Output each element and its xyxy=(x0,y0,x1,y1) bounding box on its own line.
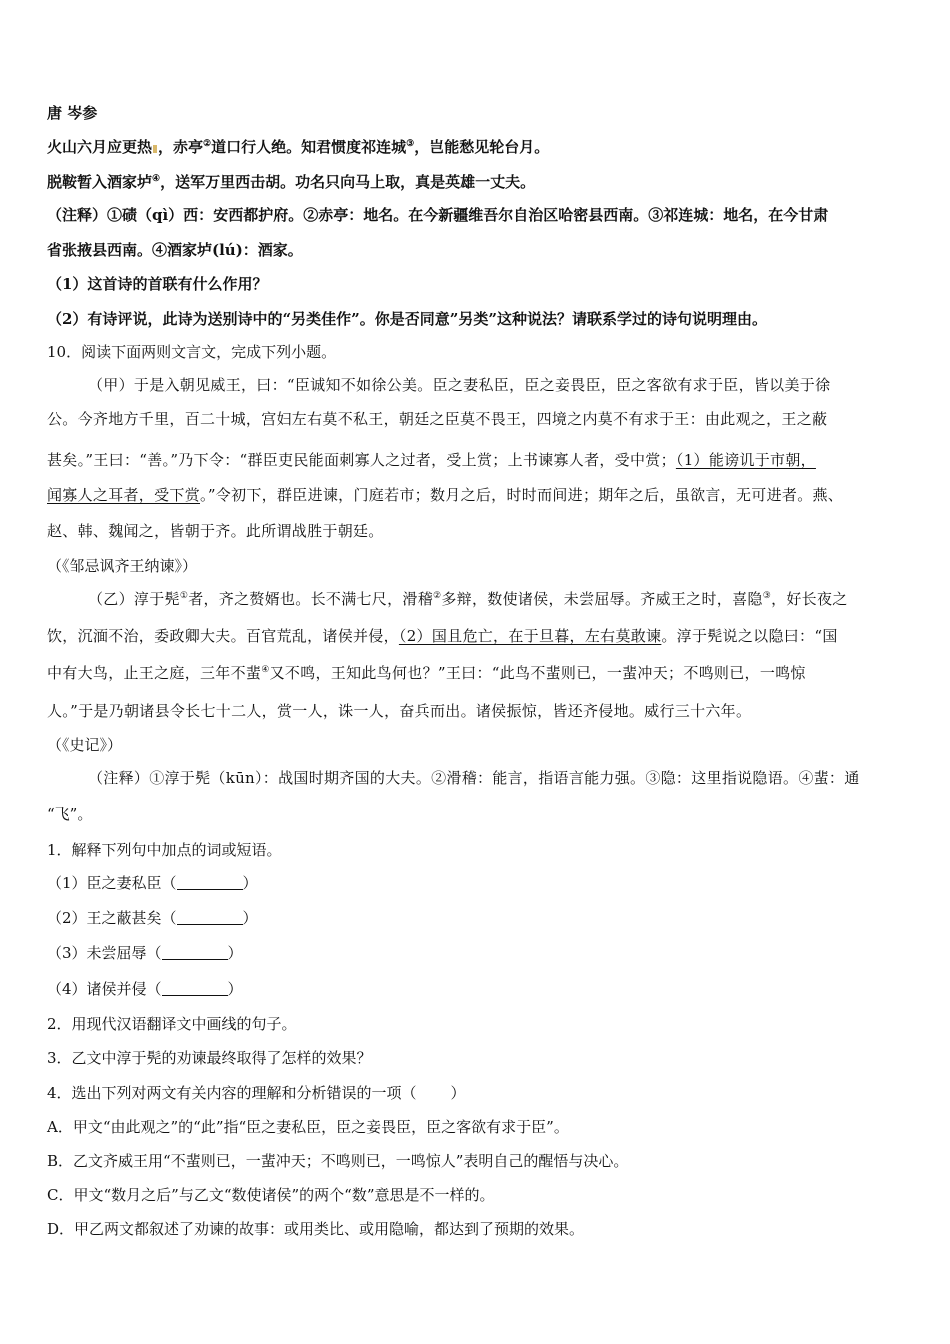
text: ，好长夜之 xyxy=(771,590,848,608)
text: 。淳于髡说之以隐曰：“国 xyxy=(661,627,838,645)
subquestion-3: 3．乙文中淳于髡的劝谏最终取得了怎样的效果？ xyxy=(47,1049,372,1067)
underlined-sentence: （2）国且危亡，在于旦暮，左右莫敢谏 xyxy=(398,627,662,645)
passage-yi-source: （《史记》） xyxy=(47,736,123,754)
text: ） xyxy=(242,874,258,892)
passage-jia-line: （甲）于是入朝见威王，曰：“臣诚知不如徐公美。臣之妻私臣，臣之妾畏臣，臣之客欲有求于臣，皆以美于徐 xyxy=(88,376,831,394)
option-b: B．乙文齐威王用“不蜚则已，一蜚冲天；不鸣则已，一鸣惊人”表明自己的醒悟与决心。 xyxy=(47,1152,629,1170)
poem-question-1: （1）这首诗的首联有什么作用？ xyxy=(47,275,268,293)
passage-jia-line xyxy=(47,485,843,505)
text: 者，齐之赘婿也。长不满七尺，滑稽 xyxy=(188,590,433,608)
highlight-mark xyxy=(153,145,157,153)
text: 。”令初下，群臣进谏，门庭若市；数月之后，时时而间进；期年之后，虽欲言，无可进者。燕、 xyxy=(200,486,844,504)
subquestion-2: 2．用现代汉语翻译文中画线的句子。 xyxy=(47,1015,297,1033)
footnote-mark: ② xyxy=(433,591,442,601)
text: （3）未尝屈辱（ xyxy=(47,944,162,962)
passage-note-line: “飞”。 xyxy=(47,805,93,823)
passage-yi-line xyxy=(47,663,806,683)
option-d: D．甲乙两文都叙述了劝谏的故事：或用类比、或用隐喻，都达到了预期的效果。 xyxy=(47,1220,585,1238)
text: ） xyxy=(227,980,243,998)
passage-note-line: （注释）①淳于髡（kūn）：战国时期齐国的大夫。②滑稽：能言，指语言能力强。③隐：这里指说隐语。④蜚：通 xyxy=(88,769,860,787)
poem-line-1 xyxy=(47,137,549,157)
text: 火山六月应更热 xyxy=(47,138,153,156)
text: 道口行人绝。知君惯度祁连城 xyxy=(211,138,407,156)
footnote-mark: ② xyxy=(203,139,212,149)
answer-blank[interactable] xyxy=(177,875,243,890)
option-c: C．甲文“数月之后”与乙文“数使诸侯”的两个“数”意思是不一样的。 xyxy=(47,1186,495,1204)
text: 饮，沉湎不治，委政卿大夫。百官荒乱，诸侯并侵， xyxy=(47,627,399,645)
passage-jia-line: 赵、韩、魏闻之，皆朝于齐。此所谓战胜于朝廷。 xyxy=(47,522,384,540)
footnote-mark: ④ xyxy=(261,665,270,675)
text: 甚矣。”王曰：“善。”乃下令：“群臣吏民能面刺寡人之过者，受上赏；上书谏寡人者，受中赏； xyxy=(47,451,676,469)
passage-yi-line xyxy=(88,589,848,609)
answer-blank[interactable] xyxy=(162,945,228,960)
q10-header: 10．阅读下面两则文言文，完成下列小题。 xyxy=(47,343,337,361)
subquestion-4 xyxy=(47,1083,466,1103)
text: ） xyxy=(242,909,258,927)
text: （4）诸侯并侵（ xyxy=(47,980,162,998)
footnote-mark: ① xyxy=(179,591,189,601)
subquestion-1-item xyxy=(47,873,258,893)
poem-question-2: （2）有诗评说，此诗为送别诗中的“另类佳作”。你是否同意”另类”这种说法？请联系学过的诗句说明理由。 xyxy=(47,310,767,328)
poem-note-2: 省张掖县西南。④酒家垆(lú)：酒家。 xyxy=(47,241,303,259)
subquestion-1-item xyxy=(47,908,258,928)
option-a: A．甲文“由此观之”的“此”指“臣之妻私臣，臣之妾畏臣，臣之客欲有求于臣”。 xyxy=(47,1118,569,1136)
text: ） xyxy=(227,944,243,962)
subquestion-1: 1．解释下列句中加点的词或短语。 xyxy=(47,841,282,859)
text: 4．选出下列对两文有关内容的理解和分析错误的一项（ xyxy=(47,1084,417,1102)
text: 中有大鸟，止王之庭，三年不蜚 xyxy=(47,664,262,682)
underlined-sentence: 闻寡人之耳者，受下赏 xyxy=(47,486,201,504)
poem-note-1: （注释）①碛（qì）西：安西都护府。②赤亭：地名。在今新疆维吾尔自治区哈密县西南。③祁连城：地名，在今甘肃 xyxy=(47,206,829,224)
subquestion-1-item xyxy=(47,979,243,999)
passage-jia-source: （《邹忌讽齐王纳谏》） xyxy=(47,557,198,575)
text: （乙）淳于髡 xyxy=(88,590,180,608)
text: 又不鸣，王知此鸟何也？”王曰：“此鸟不蜚则已，一蜚冲天；不鸣则已，一鸣惊 xyxy=(269,664,806,682)
text: ，岂能愁见轮台月。 xyxy=(414,138,550,156)
passage-jia-line: 公。今齐地方千里，百二十城，宫妇左右莫不私王，朝廷之臣莫不畏王，四境之内莫不有求于王：由此观之，王之蔽 xyxy=(47,410,828,428)
subquestion-1-item xyxy=(47,943,243,963)
footnote-mark: ④ xyxy=(152,174,161,184)
answer-blank[interactable] xyxy=(177,910,243,925)
poem-line-2 xyxy=(47,172,535,192)
answer-blank[interactable] xyxy=(162,981,228,996)
passage-yi-line xyxy=(47,626,838,646)
text: 脱鞍暂入酒家垆 xyxy=(47,173,153,191)
text: ，赤亭 xyxy=(158,138,204,156)
text: ） xyxy=(450,1084,466,1102)
text: 多辩，数使诸侯，未尝屈辱。齐威王之时，喜隐 xyxy=(441,590,763,608)
text: （1）臣之妻私臣（ xyxy=(47,874,177,892)
footnote-mark: ③ xyxy=(406,139,415,149)
footnote-mark: ③ xyxy=(762,591,772,601)
underlined-sentence: （1）能谤讥于市朝， xyxy=(675,451,816,469)
text: （2）王之蔽甚矣（ xyxy=(47,909,177,927)
text: ，送军万里西击胡。功名只向马上取，真是英雄一丈夫。 xyxy=(160,173,536,191)
passage-yi-line: 人。”于是乃朝诸县令长七十二人，赏一人，诛一人，奋兵而出。诸侯振惊，皆还齐侵地。威行三十六年。 xyxy=(47,702,752,720)
poem-author: 唐 岑参 xyxy=(47,104,98,122)
passage-jia-line xyxy=(47,450,816,470)
